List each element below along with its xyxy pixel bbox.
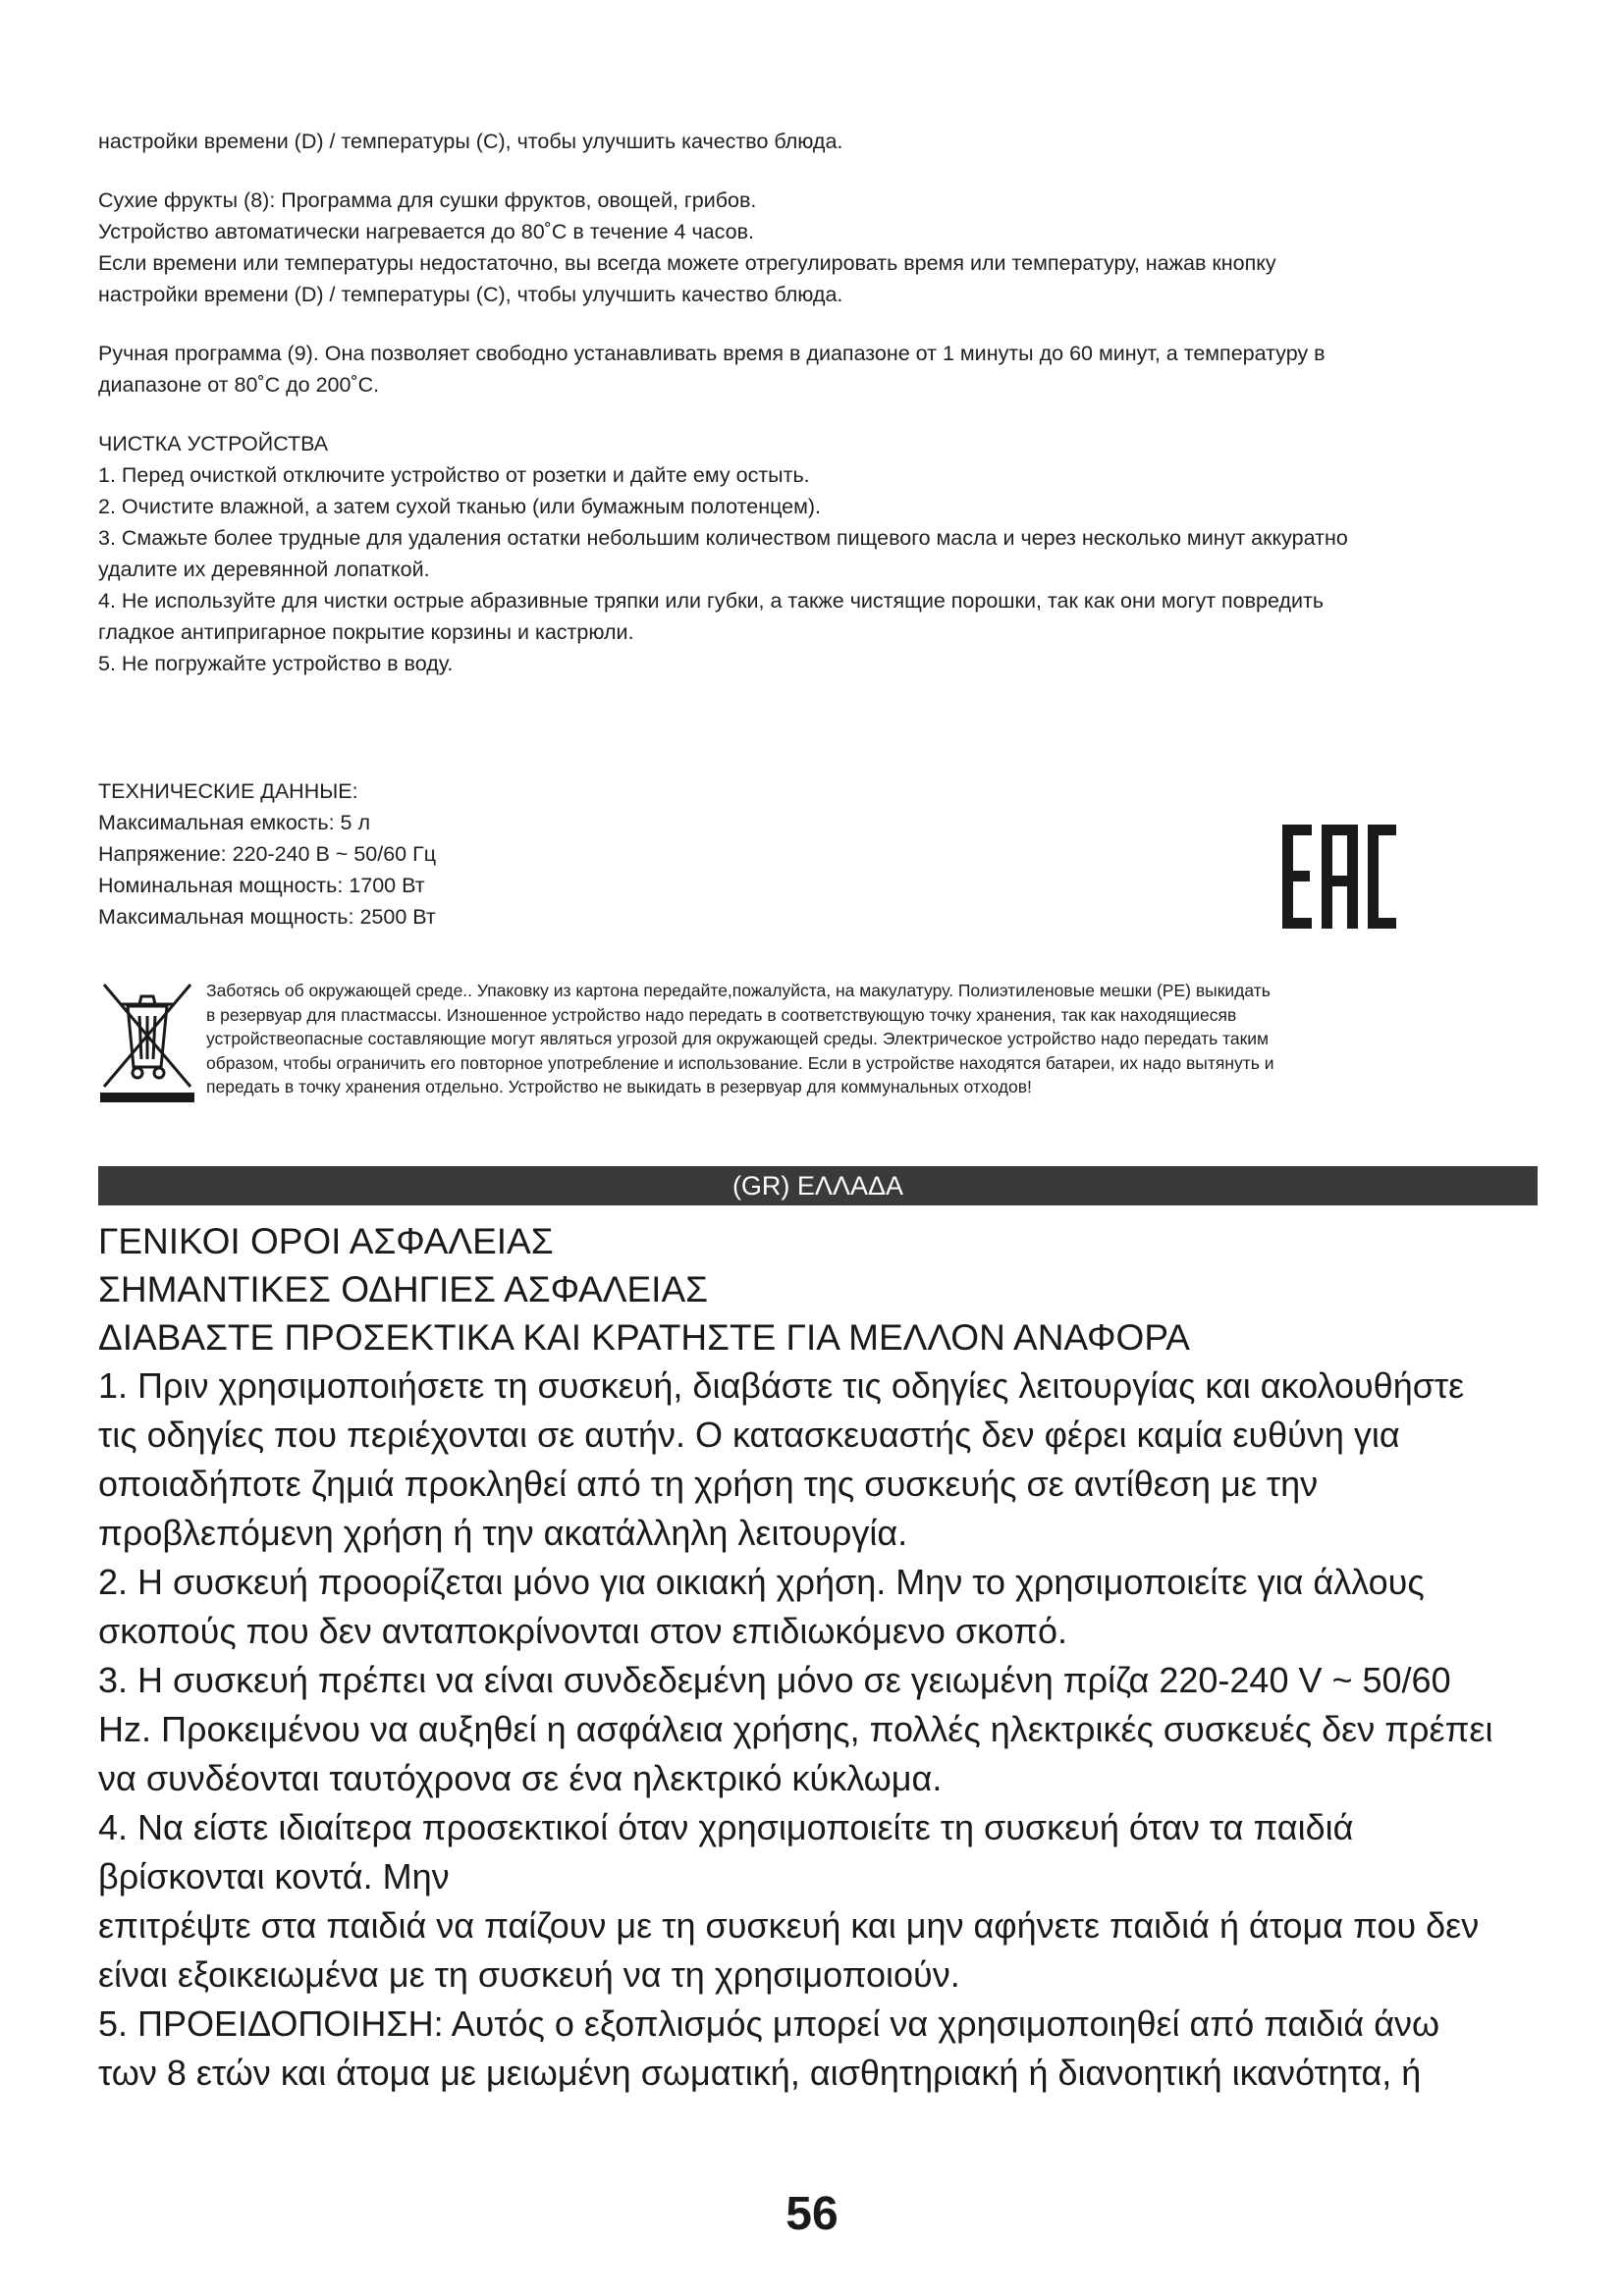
gr-text-line: επιτρέψτε στα παιδιά να παίζουν με τη συσκευή και μην αφήνετε παιδιά ή άτομα που δεν xyxy=(98,1905,1480,1946)
recycling-notice xyxy=(98,977,1532,1106)
text-line: Ручная программа (9). Она позволяет свободно устанавливать время в диапазоне от 1 минуты до 60 минут, а температуру в xyxy=(98,342,1326,365)
recycle-text-line: образом, чтобы ограничить его повторное употребление и использование. Если в устройстве находятся батареи, их надо вытянуть и xyxy=(206,1052,1274,1073)
gr-heading: ΔΙΑΒΑΣΤΕ ΠΡΟΣΕΚΤΙΚΑ ΚΑΙ ΚΡΑΤΗΣΤΕ ΓΙΑ ΜΕΛΛΟΝ ΑΝΑΦΟΡΑ xyxy=(98,1317,1190,1358)
gr-text-line: είναι εξοικειωμένα με τη συσκευή να τη χρησιμοποιούν. xyxy=(98,1954,960,1995)
text-line: удалите их деревянной лопаткой. xyxy=(98,558,430,581)
gr-heading: ΣΗΜΑΝΤΙΚΕΣ ΟΔΗΓΙΕΣ ΑΣΦΑΛΕΙΑΣ xyxy=(98,1269,708,1309)
page-number: 56 xyxy=(785,2188,839,2240)
gr-text-line: Hz. Προκειμένου να αυξηθεί η ασφάλεια χρήσης, πολλές ηλεκτρικές συσκευές δεν πρέπει xyxy=(98,1709,1493,1749)
crossed-bin-icon xyxy=(98,977,196,1102)
text-line: 1. Перед очисткой отключите устройство от розетки и дайте ему остыть. xyxy=(98,463,810,487)
text-line: Сухие фрукты (8): Программа для сушки фруктов, овощей, грибов. xyxy=(98,188,757,212)
gr-text-line: οποιαδήποτε ζημιά προκληθεί από τη χρήση της συσκευής σε αντίθεση με την xyxy=(98,1464,1319,1504)
text-line: 2. Очистите влажной, а затем сухой тканью (или бумажным полотенцем). xyxy=(98,495,822,518)
text-line: 5. Не погружайте устройство в воду. xyxy=(98,652,454,675)
gr-text-line: τις οδηγίες που περιέχονται σε αυτήν. Ο κατασκευαστής δεν φέρει καμία ευθύνη για xyxy=(98,1415,1400,1455)
gr-text-line: να συνδέονται ταυτόχρονα σε ένα ηλεκτρικό κύκλωμα. xyxy=(98,1758,943,1798)
tech-nominal-power: Номинальная мощность: 1700 Вт xyxy=(98,874,425,897)
gr-text-line: των 8 ετών και άτομα με μειωμένη σωματική, αισθητηριακή ή διανοητική ικανότητα, ή xyxy=(98,2053,1422,2093)
eac-certification-mark xyxy=(1280,823,1398,931)
gr-text-line: 4. Να είστε ιδιαίτερα προσεκτικοί όταν χρησιμοποιείτε τη συσκευή όταν τα παιδιά xyxy=(98,1807,1354,1847)
text-line: настройки времени (D) / температуры (C), чтобы улучшить качество блюда. xyxy=(98,283,843,306)
text-line: 4. Не используйте для чистки острые абразивные тряпки или губки, а также чистящие порошки, так как они могут повредить xyxy=(98,589,1325,613)
text-line: Если времени или температуры недостаточно, вы всегда можете отрегулировать время или температуру, нажав кнопку xyxy=(98,251,1276,275)
greek-instructions xyxy=(98,1217,1542,2098)
tech-voltage: Напряжение: 220-240 В ~ 50/60 Гц xyxy=(98,842,437,866)
gr-text-line: 5. ΠΡΟΕΙΔΟΠΟΙΗΣΗ: Αυτός ο εξοπλισμός μπορεί να χρησιμοποιηθεί από παιδιά άνω xyxy=(98,2003,1440,2044)
recycle-text-line: передать в точку хранения отдельно. Устройство не выкидать в резервуар для коммунальных отходов! xyxy=(206,1077,1032,1096)
gr-text-line: 3. Η συσκευή πρέπει να είναι συνδεδεμένη μόνο σε γειωμένη πρίζα 220-240 V ~ 50/60 xyxy=(98,1660,1451,1700)
text-line: 3. Смажьте более трудные для удаления остатки небольшим количеством пищевого масла и через несколько минут аккуратно xyxy=(98,526,1348,550)
gr-text-line: 1. Πριν χρησιμοποιήσετε τη συσκευή, διαβάστε τις οδηγίες λειτουργίας και ακολουθήστε xyxy=(98,1365,1465,1406)
gr-text-line: 2. Η συσκευή προορίζεται μόνο για οικιακή χρήση. Μην το χρησιμοποιείτε για άλλους xyxy=(98,1562,1425,1602)
technical-data xyxy=(98,775,884,933)
tech-heading: ТЕХНИЧЕСКИЕ ДАННЫЕ: xyxy=(98,779,358,803)
tech-max-power: Максимальная мощность: 2500 Вт xyxy=(98,905,436,929)
gr-text-line: σκοπούς που δεν ανταποκρίνονται στον επιδιωκόμενο σκοπό. xyxy=(98,1611,1068,1651)
gr-heading: ΓΕΝΙΚΟΙ ΟΡΟΙ ΑΣΦΑΛΕΙΑΣ xyxy=(98,1221,554,1261)
gr-text-line: προβλεπόμενη χρήση ή την ακατάλληλη λειτουργία. xyxy=(98,1513,908,1553)
text-line: Устройство автоматически нагревается до 80˚C в течение 4 часов. xyxy=(98,220,754,243)
greek-section-header-bar: (GR) ΕΛΛΑΔΑ xyxy=(98,1166,1538,1205)
cleaning-heading: ЧИСТКА УСТРОЙСТВА xyxy=(98,432,329,455)
recycle-text-line: устройствеопасные составляющие могут являться угрозой для окружающей среды. Электрическое устройство надо передать таким xyxy=(206,1029,1270,1048)
recycle-text-line: в резервуар для пластмассы. Изношенное устройство надо передать в соответствующую точку хранения, так как находящиесяв xyxy=(206,1004,1237,1025)
recycle-text-line: Заботясь об окружающей среде.. Упаковку из картона передайте,пожалуйста, на макулатуру. Полиэтиленовые мешки (PE) выкидать xyxy=(206,981,1271,1000)
text-line: диапазоне от 80˚C до 200˚C. xyxy=(98,373,380,397)
text-line: гладкое антипригарное покрытие корзины и кастрюли. xyxy=(98,620,634,644)
gr-text-line: βρίσκονται κοντά. Μην xyxy=(98,1856,450,1896)
text-line: настройки времени (D) / температуры (C), чтобы улучшить качество блюда. xyxy=(98,130,843,153)
tech-capacity: Максимальная емкость: 5 л xyxy=(98,811,371,834)
russian-instructions xyxy=(98,126,1532,679)
